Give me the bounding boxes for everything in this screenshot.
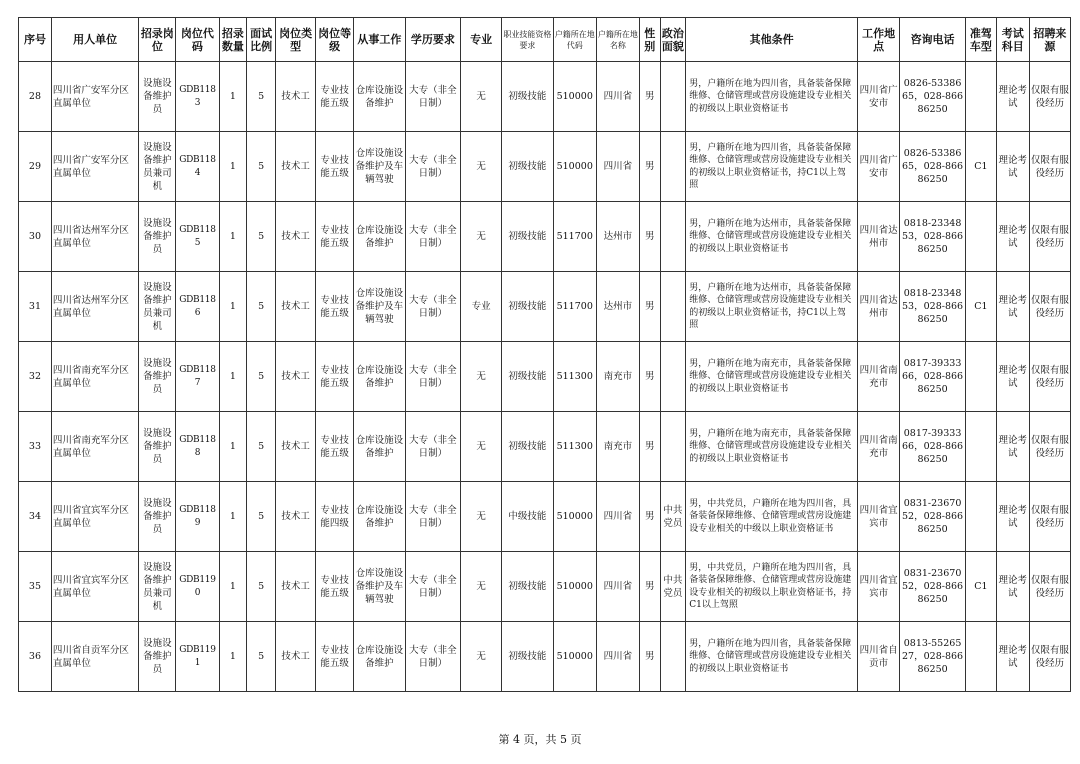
cell-post-level: 专业技能五级 <box>316 62 354 132</box>
cell-household-code: 510000 <box>553 622 596 692</box>
table-row <box>19 272 1071 342</box>
header-col-major: 专业 <box>461 18 502 62</box>
cell-unit: 四川省南充军分区直属单位 <box>51 412 138 482</box>
cell-phone: 0817-3933366，028-86686250 <box>900 412 966 482</box>
cell-post-code: GDB1187 <box>176 342 219 412</box>
cell-post-type: 技术工 <box>276 552 316 622</box>
cell-post-level: 专业技能五级 <box>316 132 354 202</box>
cell-post-code: GDB1190 <box>176 552 219 622</box>
cell-household-code: 511300 <box>553 412 596 482</box>
cell-post: 设施设备维护员兼司机 <box>139 552 176 622</box>
cell-sex: 男 <box>640 622 661 692</box>
cell-work: 仓库设施设备维护 <box>354 412 405 482</box>
header-col-household-name: 户籍所在地名称 <box>596 18 639 62</box>
cell-license: C1 <box>965 552 996 622</box>
cell-unit: 四川省南充军分区直属单位 <box>51 342 138 412</box>
cell-unit: 四川省广安军分区直属单位 <box>51 132 138 202</box>
cell-other-conditions: 男，户籍所在地为四川省，具备装备保障维修、仓储管理或营房设施建设专业相关的初级以上职业资格证书 <box>686 622 858 692</box>
cell-post-code: GDB1186 <box>176 272 219 342</box>
cell-household-name: 南充市 <box>596 412 639 482</box>
cell-source: 仅限有服役经历 <box>1029 482 1070 552</box>
cell-major: 专业 <box>461 272 502 342</box>
cell-other-conditions: 男，户籍所在地为达州市，具备装备保障维修、仓储管理或营房设施建设专业相关的初级以上职业资格证书 <box>686 202 858 272</box>
cell-major: 无 <box>461 62 502 132</box>
cell-post-level: 专业技能五级 <box>316 272 354 342</box>
cell-sex: 男 <box>640 412 661 482</box>
header-col-interview-ratio: 面试比例 <box>247 18 276 62</box>
cell-major: 无 <box>461 342 502 412</box>
cell-source: 仅限有服役经历 <box>1029 412 1070 482</box>
cell-row-index: 32 <box>19 342 52 412</box>
cell-count: 1 <box>219 62 247 132</box>
header-col-education: 学历要求 <box>405 18 461 62</box>
cell-count: 1 <box>219 202 247 272</box>
cell-exam-subject: 理论考试 <box>996 132 1029 202</box>
cell-post-type: 技术工 <box>276 482 316 552</box>
cell-other-conditions: 男，中共党员，户籍所在地为四川省，具备装备保障维修、仓储管理或营房设施建设专业相关的初级以上职业资格证书，持C1以上驾照 <box>686 552 858 622</box>
cell-count: 1 <box>219 552 247 622</box>
cell-license <box>965 62 996 132</box>
table-row <box>19 132 1071 202</box>
cell-education: 大专（非全日制） <box>405 482 461 552</box>
cell-education: 大专（非全日制） <box>405 132 461 202</box>
cell-household-name: 四川省 <box>596 482 639 552</box>
cell-education: 大专（非全日制） <box>405 552 461 622</box>
table-row <box>19 622 1071 692</box>
table-body <box>19 62 1071 692</box>
cell-household-code: 511700 <box>553 202 596 272</box>
recruitment-table-sheet <box>18 17 1071 692</box>
cell-work-place: 四川省达州市 <box>858 202 900 272</box>
header-col-license: 准驾车型 <box>965 18 996 62</box>
cell-other-conditions: 男，户籍所在地为达州市，具备装备保障维修、仓储管理或营房设施建设专业相关的初级以上职业资格证书，持C1以上驾照 <box>686 272 858 342</box>
cell-license <box>965 202 996 272</box>
cell-exam-subject: 理论考试 <box>996 622 1029 692</box>
cell-work: 仓库设施设备维护及车辆驾驶 <box>354 552 405 622</box>
cell-license <box>965 622 996 692</box>
table-row <box>19 202 1071 272</box>
cell-count: 1 <box>219 622 247 692</box>
cell-education: 大专（非全日制） <box>405 342 461 412</box>
cell-household-code: 511300 <box>553 342 596 412</box>
cell-work-place: 四川省达州市 <box>858 272 900 342</box>
cell-row-index: 34 <box>19 482 52 552</box>
cell-political-status <box>660 132 686 202</box>
cell-political-status <box>660 202 686 272</box>
cell-major: 无 <box>461 412 502 482</box>
cell-skill-requirement: 初级技能 <box>502 272 553 342</box>
cell-major: 无 <box>461 622 502 692</box>
cell-exam-subject: 理论考试 <box>996 552 1029 622</box>
cell-household-name: 四川省 <box>596 622 639 692</box>
header-col-post: 招录岗位 <box>139 18 176 62</box>
cell-sex: 男 <box>640 202 661 272</box>
cell-interview-ratio: 5 <box>247 552 276 622</box>
cell-skill-requirement: 初级技能 <box>502 342 553 412</box>
cell-unit: 四川省宜宾军分区直属单位 <box>51 482 138 552</box>
cell-post-code: GDB1183 <box>176 62 219 132</box>
table-header <box>19 18 1071 62</box>
cell-exam-subject: 理论考试 <box>996 482 1029 552</box>
cell-phone: 0831-2367052，028-86686250 <box>900 482 966 552</box>
cell-exam-subject: 理论考试 <box>996 342 1029 412</box>
cell-household-name: 达州市 <box>596 272 639 342</box>
cell-count: 1 <box>219 132 247 202</box>
cell-political-status: 中共党员 <box>660 482 686 552</box>
cell-political-status <box>660 342 686 412</box>
cell-unit: 四川省达州军分区直属单位 <box>51 202 138 272</box>
header-col-exam-subject: 考试科目 <box>996 18 1029 62</box>
cell-interview-ratio: 5 <box>247 482 276 552</box>
cell-education: 大专（非全日制） <box>405 202 461 272</box>
cell-interview-ratio: 5 <box>247 272 276 342</box>
cell-source: 仅限有服役经历 <box>1029 62 1070 132</box>
cell-post: 设施设备维护员 <box>139 412 176 482</box>
cell-post: 设施设备维护员 <box>139 482 176 552</box>
cell-education: 大专（非全日制） <box>405 622 461 692</box>
cell-row-index: 31 <box>19 272 52 342</box>
cell-other-conditions: 男，户籍所在地为南充市，具备装备保障维修、仓储管理或营房设施建设专业相关的初级以上职业资格证书 <box>686 342 858 412</box>
cell-other-conditions: 男，户籍所在地为四川省，具备装备保障维修、仓储管理或营房设施建设专业相关的初级以上职业资格证书 <box>686 62 858 132</box>
cell-sex: 男 <box>640 62 661 132</box>
cell-count: 1 <box>219 412 247 482</box>
cell-row-index: 29 <box>19 132 52 202</box>
cell-major: 无 <box>461 552 502 622</box>
cell-household-name: 四川省 <box>596 132 639 202</box>
cell-work-place: 四川省广安市 <box>858 132 900 202</box>
header-col-other-conditions: 其他条件 <box>686 18 858 62</box>
cell-sex: 男 <box>640 132 661 202</box>
cell-interview-ratio: 5 <box>247 622 276 692</box>
header-col-post-type: 岗位类型 <box>276 18 316 62</box>
cell-post: 设施设备维护员 <box>139 202 176 272</box>
recruitment-table <box>18 17 1071 692</box>
cell-education: 大专（非全日制） <box>405 412 461 482</box>
cell-post-code: GDB1185 <box>176 202 219 272</box>
cell-post: 设施设备维护员 <box>139 622 176 692</box>
cell-phone: 0817-3933366，028-86686250 <box>900 342 966 412</box>
header-col-household-code: 户籍所在地代码 <box>553 18 596 62</box>
cell-post-type: 技术工 <box>276 342 316 412</box>
cell-exam-subject: 理论考试 <box>996 412 1029 482</box>
cell-political-status <box>660 412 686 482</box>
cell-work-place: 四川省自贡市 <box>858 622 900 692</box>
cell-post-code: GDB1191 <box>176 622 219 692</box>
table-row <box>19 482 1071 552</box>
cell-phone: 0813-5526527，028-86686250 <box>900 622 966 692</box>
header-col-work-place: 工作地点 <box>858 18 900 62</box>
table-row <box>19 552 1071 622</box>
cell-post-code: GDB1189 <box>176 482 219 552</box>
cell-post-code: GDB1184 <box>176 132 219 202</box>
cell-exam-subject: 理论考试 <box>996 272 1029 342</box>
cell-household-code: 511700 <box>553 272 596 342</box>
cell-work-place: 四川省南充市 <box>858 342 900 412</box>
cell-political-status: 中共党员 <box>660 552 686 622</box>
cell-post-level: 专业技能五级 <box>316 412 354 482</box>
cell-source: 仅限有服役经历 <box>1029 342 1070 412</box>
cell-license <box>965 412 996 482</box>
cell-source: 仅限有服役经历 <box>1029 622 1070 692</box>
cell-sex: 男 <box>640 482 661 552</box>
cell-count: 1 <box>219 272 247 342</box>
cell-work: 仓库设施设备维护及车辆驾驶 <box>354 272 405 342</box>
cell-other-conditions: 男，中共党员，户籍所在地为四川省，具备装备保障维修、仓储管理或营房设施建设专业相关的中级以上职业资格证书 <box>686 482 858 552</box>
cell-household-name: 达州市 <box>596 202 639 272</box>
cell-political-status <box>660 272 686 342</box>
cell-work: 仓库设施设备维护 <box>354 622 405 692</box>
cell-work: 仓库设施设备维护 <box>354 202 405 272</box>
cell-major: 无 <box>461 482 502 552</box>
cell-post-type: 技术工 <box>276 202 316 272</box>
cell-phone: 0826-5338665，028-86686250 <box>900 62 966 132</box>
cell-education: 大专（非全日制） <box>405 62 461 132</box>
cell-skill-requirement: 中级技能 <box>502 482 553 552</box>
cell-post: 设施设备维护员兼司机 <box>139 132 176 202</box>
cell-post-level: 专业技能四级 <box>316 482 354 552</box>
cell-skill-requirement: 初级技能 <box>502 132 553 202</box>
cell-post-type: 技术工 <box>276 62 316 132</box>
header-col-phone: 咨询电话 <box>900 18 966 62</box>
cell-interview-ratio: 5 <box>247 412 276 482</box>
cell-source: 仅限有服役经历 <box>1029 202 1070 272</box>
cell-row-index: 33 <box>19 412 52 482</box>
cell-post: 设施设备维护员 <box>139 62 176 132</box>
cell-row-index: 28 <box>19 62 52 132</box>
cell-source: 仅限有服役经历 <box>1029 272 1070 342</box>
header-col-work: 从事工作 <box>354 18 405 62</box>
cell-work-place: 四川省广安市 <box>858 62 900 132</box>
cell-license: C1 <box>965 272 996 342</box>
cell-household-code: 510000 <box>553 132 596 202</box>
cell-phone: 0831-2367052，028-86686250 <box>900 552 966 622</box>
cell-other-conditions: 男，户籍所在地为四川省，具备装备保障维修、仓储管理或营房设施建设专业相关的初级以上职业资格证书，持C1以上驾照 <box>686 132 858 202</box>
header-col-sex: 性别 <box>640 18 661 62</box>
cell-skill-requirement: 初级技能 <box>502 62 553 132</box>
cell-education: 大专（非全日制） <box>405 272 461 342</box>
cell-major: 无 <box>461 132 502 202</box>
cell-row-index: 30 <box>19 202 52 272</box>
cell-skill-requirement: 初级技能 <box>502 202 553 272</box>
header-col-post-level: 岗位等级 <box>316 18 354 62</box>
cell-work-place: 四川省宜宾市 <box>858 552 900 622</box>
cell-work-place: 四川省宜宾市 <box>858 482 900 552</box>
header-col-unit: 用人单位 <box>51 18 138 62</box>
cell-interview-ratio: 5 <box>247 342 276 412</box>
cell-political-status <box>660 62 686 132</box>
cell-household-code: 510000 <box>553 62 596 132</box>
cell-exam-subject: 理论考试 <box>996 62 1029 132</box>
cell-source: 仅限有服役经历 <box>1029 552 1070 622</box>
page-footer: 第 4 页，共 5 页 <box>498 733 582 746</box>
cell-sex: 男 <box>640 342 661 412</box>
cell-license <box>965 342 996 412</box>
cell-row-index: 36 <box>19 622 52 692</box>
cell-unit: 四川省宜宾军分区直属单位 <box>51 552 138 622</box>
cell-work: 仓库设施设备维护 <box>354 342 405 412</box>
table-row <box>19 412 1071 482</box>
cell-work-place: 四川省南充市 <box>858 412 900 482</box>
cell-post-level: 专业技能五级 <box>316 622 354 692</box>
cell-interview-ratio: 5 <box>247 62 276 132</box>
cell-count: 1 <box>219 342 247 412</box>
cell-skill-requirement: 初级技能 <box>502 552 553 622</box>
cell-other-conditions: 男，户籍所在地为南充市，具备装备保障维修、仓储管理或营房设施建设专业相关的初级以上职业资格证书 <box>686 412 858 482</box>
header-col-skill-requirement: 职业技能资格要求 <box>502 18 553 62</box>
cell-post: 设施设备维护员 <box>139 342 176 412</box>
cell-post-code: GDB1188 <box>176 412 219 482</box>
cell-source: 仅限有服役经历 <box>1029 132 1070 202</box>
cell-work: 仓库设施设备维护及车辆驾驶 <box>354 132 405 202</box>
cell-work: 仓库设施设备维护 <box>354 482 405 552</box>
header-col-count: 招录数量 <box>219 18 247 62</box>
cell-phone: 0818-2334853，028-86686250 <box>900 202 966 272</box>
cell-post: 设施设备维护员兼司机 <box>139 272 176 342</box>
cell-post-type: 技术工 <box>276 132 316 202</box>
header-col-post-code: 岗位代码 <box>176 18 219 62</box>
cell-interview-ratio: 5 <box>247 202 276 272</box>
cell-interview-ratio: 5 <box>247 132 276 202</box>
cell-household-code: 510000 <box>553 482 596 552</box>
table-row <box>19 62 1071 132</box>
cell-license: C1 <box>965 132 996 202</box>
header-col-political-status: 政治面貌 <box>660 18 686 62</box>
cell-phone: 0826-5338665，028-86686250 <box>900 132 966 202</box>
table-row <box>19 342 1071 412</box>
cell-post-level: 专业技能五级 <box>316 552 354 622</box>
cell-political-status <box>660 622 686 692</box>
cell-post-level: 专业技能五级 <box>316 202 354 272</box>
cell-post-type: 技术工 <box>276 272 316 342</box>
cell-household-name: 南充市 <box>596 342 639 412</box>
cell-row-index: 35 <box>19 552 52 622</box>
cell-sex: 男 <box>640 552 661 622</box>
cell-license <box>965 482 996 552</box>
cell-household-name: 四川省 <box>596 552 639 622</box>
cell-work: 仓库设施设备维护 <box>354 62 405 132</box>
cell-major: 无 <box>461 202 502 272</box>
cell-phone: 0818-2334853，028-86686250 <box>900 272 966 342</box>
cell-household-name: 四川省 <box>596 62 639 132</box>
cell-unit: 四川省广安军分区直属单位 <box>51 62 138 132</box>
cell-post-type: 技术工 <box>276 622 316 692</box>
cell-exam-subject: 理论考试 <box>996 202 1029 272</box>
cell-post-level: 专业技能五级 <box>316 342 354 412</box>
cell-count: 1 <box>219 482 247 552</box>
cell-skill-requirement: 初级技能 <box>502 622 553 692</box>
header-col-source: 招聘来源 <box>1029 18 1070 62</box>
cell-household-code: 510000 <box>553 552 596 622</box>
header-row <box>19 18 1071 62</box>
cell-post-type: 技术工 <box>276 412 316 482</box>
cell-unit: 四川省自贡军分区直属单位 <box>51 622 138 692</box>
header-col-index: 序号 <box>19 18 52 62</box>
cell-skill-requirement: 初级技能 <box>502 412 553 482</box>
cell-unit: 四川省达州军分区直属单位 <box>51 272 138 342</box>
cell-sex: 男 <box>640 272 661 342</box>
